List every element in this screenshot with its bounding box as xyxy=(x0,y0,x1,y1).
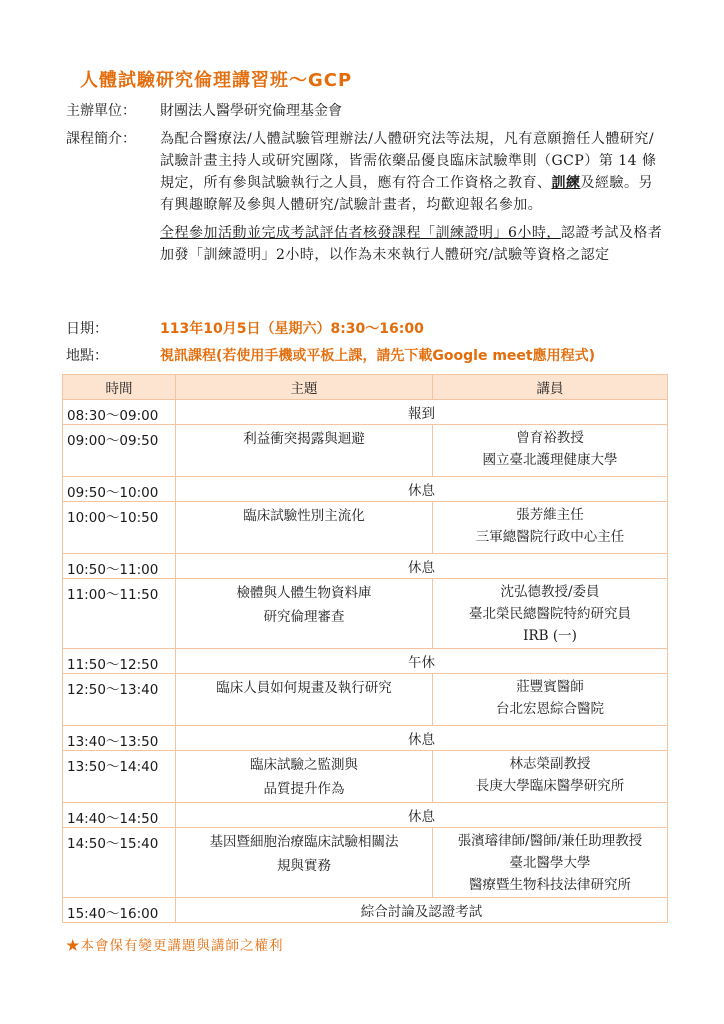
venue-label: 地點： xyxy=(66,348,108,364)
schedule-table xyxy=(62,374,668,923)
row-span-activity: 午休 xyxy=(176,649,668,674)
date-label: 日期： xyxy=(66,321,108,337)
table-row xyxy=(63,828,668,898)
table-row xyxy=(63,554,668,579)
row-speaker xyxy=(433,425,668,477)
page-title: 人體試驗研究倫理講習班～GCP xyxy=(80,70,353,91)
topic-line: 檢體與人體生物資料庫 xyxy=(236,585,372,601)
venue-value: 視訊課程(若使用手機或平板上課，請先下載Google meet應用程式) xyxy=(160,348,595,364)
row-time: 13:40～13:50 xyxy=(63,726,176,751)
speaker-line: 台北宏恩綜合醫院 xyxy=(496,701,604,717)
row-span-activity: 休息 xyxy=(176,726,668,751)
row-time: 12:50～13:40 xyxy=(63,674,176,726)
row-topic xyxy=(176,579,433,649)
topic-line: 品質提升作為 xyxy=(263,781,345,797)
row-time: 08:30～09:00 xyxy=(63,400,176,425)
row-span-activity: 綜合討論及認證考試 xyxy=(176,898,668,923)
topic-line: 臨床試驗性別主流化 xyxy=(243,508,365,524)
row-time: 09:00～09:50 xyxy=(63,425,176,477)
speaker-line: 國立臺北護理健康大學 xyxy=(482,452,618,468)
speaker-line: 沈弘德教授/委員 xyxy=(500,584,600,600)
topic-line: 利益衝突揭露與迴避 xyxy=(243,431,365,447)
table-row xyxy=(63,674,668,726)
speaker-line: 臺北榮民總醫院特約研究員 xyxy=(469,606,631,622)
row-time: 14:50～15:40 xyxy=(63,828,176,898)
table-row xyxy=(63,898,668,923)
row-speaker xyxy=(433,674,668,726)
table-row xyxy=(63,579,668,649)
table-row xyxy=(63,803,668,828)
table-row xyxy=(63,726,668,751)
speaker-line: 醫療暨生物科技法律研究所 xyxy=(469,877,631,893)
table-row xyxy=(63,751,668,803)
table-header-row xyxy=(63,375,668,400)
row-time: 10:50～11:00 xyxy=(63,554,176,579)
row-speaker xyxy=(433,828,668,898)
speaker-line: 長庚大學臨床醫學研究所 xyxy=(475,778,625,794)
speaker-line: 張芳維主任 xyxy=(516,507,584,523)
row-time: 14:40～14:50 xyxy=(63,803,176,828)
header-topic: 主題 xyxy=(176,375,433,400)
table-row xyxy=(63,400,668,425)
topic-line: 研究倫理審查 xyxy=(263,609,345,625)
intro-row xyxy=(66,128,666,312)
row-topic xyxy=(176,425,433,477)
speaker-line: 莊豐賓醫師 xyxy=(516,679,584,695)
row-speaker xyxy=(433,502,668,554)
date-row xyxy=(66,318,666,340)
row-span-activity: 報到 xyxy=(176,400,668,425)
table-row xyxy=(63,502,668,554)
intro-paragraph-2: 全程參加活動並完成考試評估者核發課程「訓練證明」6小時，認證考試及格者加發「訓練證明」2小時，以作為未來執行人體研究/試驗等資格之認定 xyxy=(160,225,663,263)
speaker-line: 臺北醫學大學 xyxy=(509,855,591,871)
header-speaker: 講員 xyxy=(433,375,668,400)
topic-line: 臨床人員如何規畫及執行研究 xyxy=(216,680,392,696)
header-time: 時間 xyxy=(63,375,176,400)
footnote: ★本會保有變更講題與講師之權利 xyxy=(66,938,284,954)
row-time: 09:50～10:00 xyxy=(63,477,176,502)
intro-training-emphasis: 訓練 xyxy=(551,175,581,191)
row-time: 11:00～11:50 xyxy=(63,579,176,649)
topic-line: 臨床試驗之監測與 xyxy=(250,757,358,773)
table-row xyxy=(63,477,668,502)
row-topic xyxy=(176,828,433,898)
row-topic xyxy=(176,751,433,803)
intro-paragraph-1: 為配合醫療法/人體試驗管理辦法/人體研究法等法規，凡有意願擔任人體研究/試驗計畫主持人或研究團隊，皆需依藥品優良臨床試驗準則（GCP）第 14 條規定，所有參與試驗執行之人員，應有符合工作資格之教育、訓練及經驗。另有興趣瞭解及參與人體研究/試驗計畫者，均歡迎報名參加。 xyxy=(160,131,657,213)
speaker-line: 張濱璿律師/醫師/兼任助理教授 xyxy=(457,833,643,849)
row-span-activity: 休息 xyxy=(176,554,668,579)
speaker-line: 曾育裕教授 xyxy=(516,430,584,446)
row-speaker xyxy=(433,751,668,803)
table-row xyxy=(63,649,668,674)
organizer-label: 主辦單位： xyxy=(66,103,136,119)
topic-line: 基因暨細胞治療臨床試驗相關法 xyxy=(209,834,399,850)
row-topic xyxy=(176,502,433,554)
row-speaker xyxy=(433,579,668,649)
venue-row xyxy=(66,345,666,367)
row-topic xyxy=(176,674,433,726)
intro-text xyxy=(160,128,664,266)
intro-label: 課程簡介： xyxy=(66,131,136,147)
row-time: 11:50～12:50 xyxy=(63,649,176,674)
speaker-line: 三軍總醫院行政中心主任 xyxy=(475,529,625,545)
row-span-activity: 休息 xyxy=(176,803,668,828)
speaker-line: IRB (一) xyxy=(523,628,577,644)
organizer-value: 財團法人醫學研究倫理基金會 xyxy=(160,103,342,119)
organizer-row xyxy=(66,100,666,122)
topic-line: 規與實務 xyxy=(277,858,331,874)
speaker-line: 林志榮副教授 xyxy=(509,756,591,772)
row-span-activity: 休息 xyxy=(176,477,668,502)
row-time: 13:50～14:40 xyxy=(63,751,176,803)
row-time: 10:00～10:50 xyxy=(63,502,176,554)
schedule-body xyxy=(63,400,668,923)
table-row xyxy=(63,425,668,477)
date-value: 113年10月5日（星期六）8:30～16:00 xyxy=(160,321,424,337)
row-time: 15:40～16:00 xyxy=(63,898,176,923)
